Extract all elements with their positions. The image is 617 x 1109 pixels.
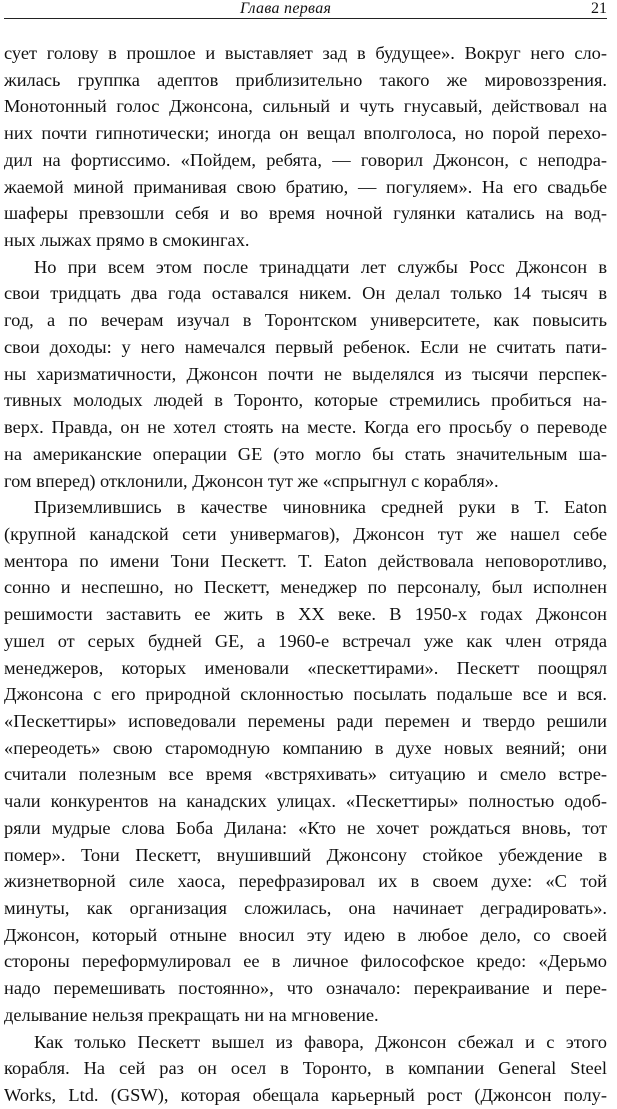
- text-line: минуты, как организация сложилась, она начинает деградировать».: [4, 898, 607, 918]
- paragraph: [4, 1029, 607, 1109]
- text-line: «переодеть» свою старомодную компанию в духе новых веяний; они: [4, 737, 607, 758]
- text-line: гом вперед) отклонили, Джонсон тут же «спрыгнул с корабля».: [4, 470, 499, 491]
- text-line: чали конкурентов на канадских улицах. «Пескеттиры» полностью одоб-: [4, 791, 607, 812]
- text-line: год, а по вечерам изучал в Торонтском университете, как повысить: [4, 310, 607, 331]
- text-line: шаферы превзошли себя и во время ночной гулянки катались на вод-: [4, 203, 607, 224]
- text-line: надо перемешивать постоянно», что означало: перекраивание и пере-: [4, 978, 607, 999]
- text-line: «Пескеттиры» исповедовали перемены ради перемен и твердо решили: [4, 710, 607, 731]
- text-line: свои тридцать два года оставался никем. Он делал только 14 тысяч в: [4, 283, 607, 304]
- text-line: ряли мудрые слова Боба Дилана: «Кто не хочет рождаться вновь, тот: [4, 817, 607, 838]
- text-line: корабля. На сей раз он осел в Торонто, в компании General Steel: [4, 1058, 607, 1079]
- text-line: Как только Пескетт вышел из фавора, Джонсон сбежал и с этого: [34, 1031, 607, 1052]
- text-line: сует голову в прошлое и выставляет зад в будущее». Вокруг него сло-: [4, 43, 607, 63]
- text-line: дил на фортиссимо. «Пойдем, ребята, — говорил Джонсон, с неподра-: [4, 149, 607, 170]
- text-line: жизнетворной силе хаоса, перефразировал их в своем духе: «С той: [4, 871, 607, 892]
- paragraph: [4, 254, 607, 494]
- paragraph: [4, 40, 607, 254]
- body-text: [4, 40, 607, 1109]
- text-line: Джонсона с его природной склонностью посылать подальше все и вся.: [4, 684, 607, 705]
- text-line: Джонсон, который отныне вносил эту идею в любое дело, со своей: [4, 924, 607, 945]
- text-line: Но при всем этом после тринадцати лет службы Росс Джонсон в: [34, 256, 607, 277]
- page-number: 21: [591, 0, 607, 17]
- text-line: на американские операции GE (это могло бы стать значительным ша-: [4, 443, 607, 464]
- text-line: (крупной канадской сети универмагов), Джонсон тут же нашел себе: [4, 523, 607, 544]
- text-line: сонно и неспешно, но Пескетт, менеджер по персоналу, был исполнен: [4, 577, 607, 598]
- text-line: ны харизматичности, Джонсон почти не выделялся из тысячи перспек-: [4, 363, 607, 384]
- text-line: них почти гипнотически; иногда он вещал вполголоса, но порой перехо-: [4, 123, 607, 144]
- text-line: решимости заставить ее жить в XX веке. В 1950-х годах Джонсон: [4, 604, 607, 625]
- text-line: жилась группка адептов приблизительно такого же мировоззрения.: [4, 69, 607, 90]
- chapter-title: Глава первая: [240, 0, 332, 17]
- text-line: ушел от серых будней GE, а 1960-е встречал уже как член отряда: [4, 630, 607, 651]
- text-line: ментора по имени Тони Пескетт. T. Eaton действовала неповоротливо,: [4, 550, 607, 571]
- text-line: помер». Тони Пескетт, внушивший Джонсону стойкое убеждение в: [4, 844, 607, 865]
- text-line: Приземлившись в качестве чиновника средней руки в T. Eaton: [34, 497, 607, 518]
- text-line: менеджеров, которых именовали «пескеттирами». Пескетт поощрял: [4, 657, 607, 678]
- text-line: верх. Правда, он не хотел стоять на месте. Когда его просьбу о переводе: [4, 417, 607, 438]
- text-line: Works, Ltd. (GSW), которая обещала карьерный рост (Джонсон полу-: [4, 1085, 607, 1106]
- text-line: делывание нельзя прекращать ни на мгновение.: [4, 1004, 379, 1025]
- running-header: [4, 0, 607, 19]
- paragraph: [4, 494, 607, 1028]
- text-line: жаемой миной приманивая свою братию, — погуляем». На его свадьбе: [4, 176, 607, 197]
- text-line: ных лыжах прямо в смокингах.: [4, 230, 250, 251]
- text-line: считали полезным все время «встряхивать» ситуацию и смело встре-: [4, 764, 607, 785]
- text-line: Монотонный голос Джонсона, сильный и чуть гнусавый, действовал на: [4, 96, 607, 117]
- text-line: свои доходы: у него намечался первый ребенок. Если не считать пати-: [4, 336, 607, 357]
- text-line: тивных молодых людей в Торонто, которые стремились пробиться на-: [4, 390, 607, 411]
- text-line: стороны переформулировал ее в личное философское кредо: «Дерьмо: [4, 951, 607, 972]
